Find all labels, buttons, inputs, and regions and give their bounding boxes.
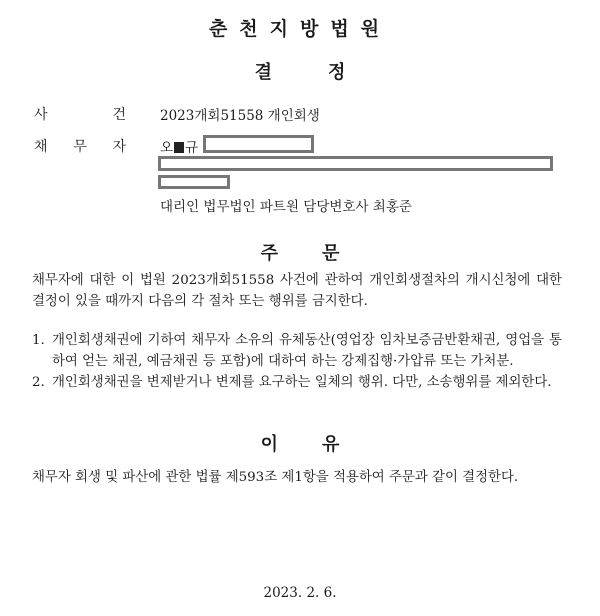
name-prefix: 오 — [160, 140, 174, 156]
name-suffix: 규 — [185, 140, 199, 156]
heading-char: 문 — [322, 243, 340, 264]
title-char: 정 — [328, 62, 346, 83]
redaction-box — [158, 156, 553, 171]
reason-paragraph: 채무자 회생 및 파산에 관한 법률 제593조 제1항을 적용하여 주문과 같이 결정한다. — [32, 470, 519, 485]
label-char: 건 — [112, 107, 126, 123]
debtor-label — [34, 136, 126, 156]
label-char: 사 — [34, 107, 48, 123]
label-char: 채 — [34, 139, 48, 155]
document-title — [0, 58, 600, 84]
item-text: 개인회생채권을 변제받거나 변제를 요구하는 일체의 행위. 다만, 소송행위를 제외한다. — [52, 375, 552, 390]
item-number: 1. — [32, 333, 45, 348]
masked-character — [174, 142, 184, 153]
heading-char: 유 — [322, 434, 340, 455]
case-number: 2023개회51558 개인회생 — [160, 108, 320, 124]
item-number: 2. — [32, 375, 45, 390]
order-paragraph: 채무자에 대한 이 법원 2023개회51558 사건에 관하여 개인회생절차의 개시신청에 대한 결정이 있을 때까지 다음의 각 절차 또는 행위를 금지한다. — [32, 273, 562, 309]
order-heading — [0, 239, 600, 265]
label-char: 자 — [112, 139, 126, 155]
redaction-box — [203, 135, 314, 153]
title-char: 결 — [254, 62, 272, 83]
debtor-name — [160, 136, 198, 156]
decision-date: 2023. 2. 6. — [263, 585, 337, 601]
item-text: 개인회생채권에 기하여 채무자 소유의 유체동산(영업장 임차보증금반환채권, 영업을 통하여 얻는 채권, 예금채권 등 포함)에 대하여 하는 강제집행·가압류 또는 가처분. — [52, 333, 562, 369]
order-item — [32, 372, 562, 393]
heading-char: 이 — [260, 434, 278, 455]
case-label — [34, 104, 126, 124]
label-char: 무 — [73, 139, 87, 155]
order-item — [32, 330, 562, 372]
reason-heading — [0, 430, 600, 456]
redaction-box — [158, 175, 230, 189]
counsel-info: 대리인 법무법인 파트원 담당변호사 최홍준 — [160, 199, 412, 215]
court-name: 춘천지방법원 — [208, 18, 392, 40]
heading-char: 주 — [260, 243, 278, 264]
